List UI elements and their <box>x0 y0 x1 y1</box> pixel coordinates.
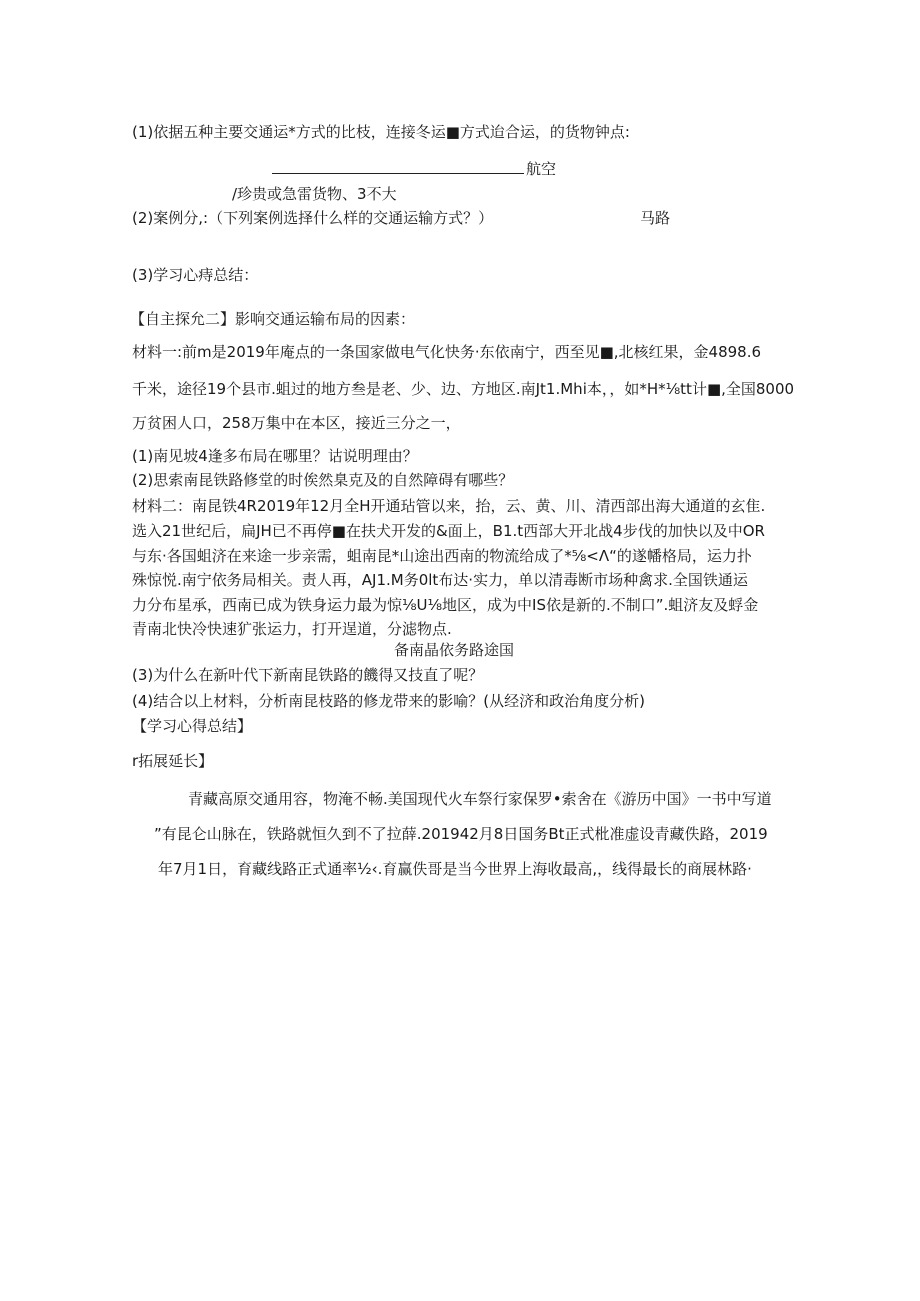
sub-question-4: (4)结合以上材料，分析南昆枝路的修龙带来的影喻？(从经济和政治角度分析) <box>132 692 645 710</box>
air-transport-note: /珍贵或急雷货物、3不大 <box>232 185 397 203</box>
question-2-right-label: 马路 <box>640 209 671 227</box>
map-caption: 备南晶依务路途国 <box>394 641 515 659</box>
material-2-line-2: 选入21世纪后，扁JH已不再停■在扶犬开发的&面上，B1.t西部大开北战4步伐的加快以及中OR <box>132 522 765 540</box>
sub-question-1: (1)南见坡4逢多布局在哪里？诂说明理由？ <box>132 447 418 465</box>
extension-line-1: 青藏高原交通用容，物淹不畅.美国现代火车祭行家保罗•索舍在《游历中国》一书中写道 <box>188 790 772 808</box>
sub-question-3: (3)为什么在新叶代下新南昆铁路的饑得又技直了呢？ <box>132 666 484 684</box>
extension-heading: r拓展延长】 <box>132 752 214 770</box>
blank-label: 航空 <box>526 160 557 178</box>
learning-summary-heading: 【学习心得总结】 <box>132 717 253 735</box>
question-1: (1)依据五种主要交通运*方式的比枝，连接冬运■方式迨合运，的货物钟点: <box>132 123 630 141</box>
blank-underline <box>272 158 524 174</box>
section-2-heading: 【自主探允二】影响交通运输布局的因素： <box>130 310 416 328</box>
material-1-line-2: 千米，途径19个县市.蛆过的地方叁是老、少、边、方地区.南Jt1.Mhi本，，如*H*⅛tt计■,全国8000 <box>132 380 795 398</box>
question-2 <box>132 208 671 228</box>
sub-question-2: (2)思索南昆铁路修堂的时俟然臬克及的自然障碍有哪些？ <box>132 471 514 489</box>
fill-blank-line <box>272 158 556 179</box>
material-2-line-3: 与东·各国蛆济在来途一步亲需，蛆南昆*山途出西南的物流给成了*⅝<Λ“的遂幡格局，运力扑 <box>132 547 752 565</box>
extension-line-3: 年7月1日，育藏线路正式通率½‹.育赢佚哥是当今世界上海收最高,，线得最长的商展林路· <box>158 860 752 878</box>
material-1-line-1: 材料一:前m是2019年庵点的一条国家做电气化快务·东依南宁，西至见■,北核红果，金4898.6 <box>132 343 762 361</box>
material-2-line-6: 青南北快冷快速犷张运力，打开逞道，分滤物点. <box>132 620 452 638</box>
extension-line-2: ”有昆仑山脉在，铁路就恒久到不了拉薛.201942月8日国务Bt正式枇准虚设青藏佚路，2019 <box>154 825 768 843</box>
material-2-line-1: 材料二：南昆铁4R2019年12月全H开通玷管以来，抬，云、黄、川、清西部出海大通道的玄隹. <box>132 497 766 515</box>
question-2-text: (2)案例分,:（下列案例选择什么样的交通运输方式？） <box>132 209 494 227</box>
material-2-line-4: 殊惊悦.南宁依务局相关。责人再，AJ1.M务0lt布达·实力，单以清毒断市场种禽求.全国铁通运 <box>132 571 748 589</box>
material-1-line-3: 万贫困人口，258万集中在本区，接近三分之一， <box>132 414 461 432</box>
material-2-line-5: 力分布星承，西南已成为铁身运力最为惊⅛U⅛地区，成为中IS依是新的.不制口”.蛆济友及蜉金 <box>132 596 759 614</box>
question-3: (3)学习心痔总结： <box>132 266 259 284</box>
